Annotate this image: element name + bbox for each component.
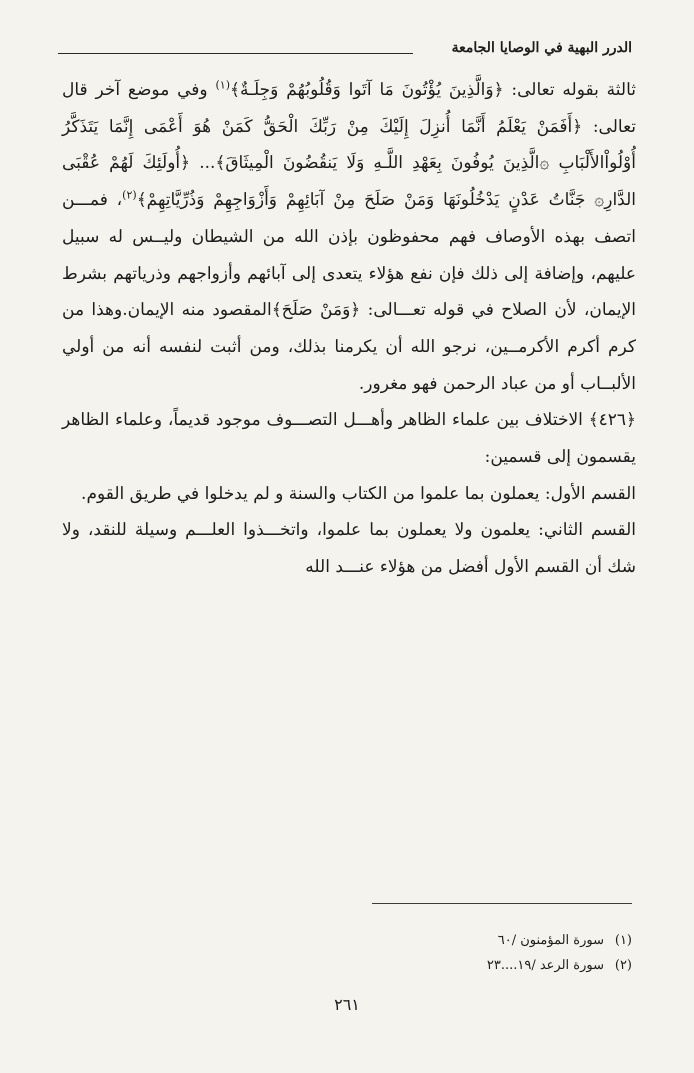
p1-intro: ثالثة بقوله تعالى: bbox=[503, 80, 636, 100]
p1-mid: وفي موضع آخر قال تعالى: bbox=[62, 80, 637, 137]
body-text bbox=[62, 72, 636, 586]
p2-text: الاختلاف بين علماء الظاهر وأهـــل التصـــوف موجود قديماً، وعلماء الظاهر يقسمون إلى قسمين: bbox=[62, 410, 636, 468]
p1-end: المقصود منه الإيمان.وهذا من كرم أكرم الأكرمــين، نرجو الله أن يكرمنا بذلك، ومن أثبت لنفسه أنه من أولي الألبــاب أو من عباد الرحمن فهو مغرور. bbox=[62, 300, 636, 394]
paragraph-4: القسم الثاني: يعلمون ولا يعملون بما علموا، واتخـــذوا العلـــم وسيلة للنقد، ولا شك أن القسم الأول أفضل من هؤلاء عنـــد الله bbox=[62, 520, 636, 578]
header-title: الدرر البهية في الوصايا الجامعة bbox=[451, 40, 632, 56]
footnote-text: سورة الرعد /١٩....٢٣ bbox=[486, 958, 604, 973]
paragraph-2 bbox=[62, 402, 636, 475]
footnote-ref-1: (١) bbox=[215, 78, 230, 92]
page-number: ٢٦١ bbox=[334, 995, 360, 1014]
p1-ellipsis: ... bbox=[190, 153, 216, 174]
p1-rest: ، فمـــن اتصف بهذه الأوصاف فهم محفوظون بإذن الله من الشيطان وليــس له سبيل عليهم، وإضافة إلى ذلك فإن نفع هؤلاء يتعدى إلى آبائهم وأزواجهم وذرياتهم بشرط الإيمان، لأن الصلاح في قوله تعـــالى: bbox=[62, 190, 637, 321]
paragraph-3: القسم الأول: يعملون بما علموا من الكتاب والسنة و لم يدخلوا في طريق القوم. bbox=[81, 483, 636, 504]
quran-verse-2: ﴿أَفَمَنْ يَعْلَمُ أَنَّمَا أُنزِلَ إِلَيْكَ مِنْ رَبِّكَ الْحَقُّ كَمَنْ هُوَ أَعْمَى إِنَّمَا يَتَذَكَّرُ أُوْلُواْالأَلْبَابِ ۞الَّذِينَ يُوفُونَ بِعَهْدِ اللَّـهِ وَلَا يَنقُضُونَ الْمِيثَاقَ﴾ bbox=[62, 116, 636, 174]
footnote-number: (١) bbox=[614, 933, 632, 948]
header-rule bbox=[58, 53, 413, 54]
running-header bbox=[58, 40, 632, 64]
footnote-2 bbox=[58, 953, 632, 978]
quran-verse-4: ﴿وَمَنْ صَلَحَ﴾ bbox=[271, 300, 361, 321]
footnotes bbox=[58, 928, 632, 978]
paragraph-1 bbox=[62, 72, 636, 402]
footnote-1 bbox=[58, 928, 632, 953]
item-number: ﴿٤٢٦﴾ bbox=[588, 410, 636, 431]
footnote-rule bbox=[372, 903, 632, 904]
footnote-number: (٢) bbox=[614, 958, 632, 973]
footnote-ref-2: (٢) bbox=[122, 188, 137, 202]
quran-verse-1: ﴿وَالَّذِينَ يُؤْتُونَ مَا آتَوا وَقُلُوبُهُمْ وَجِلَـةٌ﴾ bbox=[229, 80, 504, 100]
footnote-text: سورة المؤمنون /٦٠ bbox=[497, 933, 604, 948]
quran-verse-3: ﴿أُولَئِكَ لَهُمْ عُقْبَى الدَّارِ۞ جَنَّاتُ عَدْنٍ يَدْخُلُونَهَا وَمَنْ صَلَحَ مِنْ آبَائِهِمْ وَأَزْوَاجِهِمْ وَذُرِّيَّاتِهِمْ﴾ bbox=[62, 153, 636, 211]
